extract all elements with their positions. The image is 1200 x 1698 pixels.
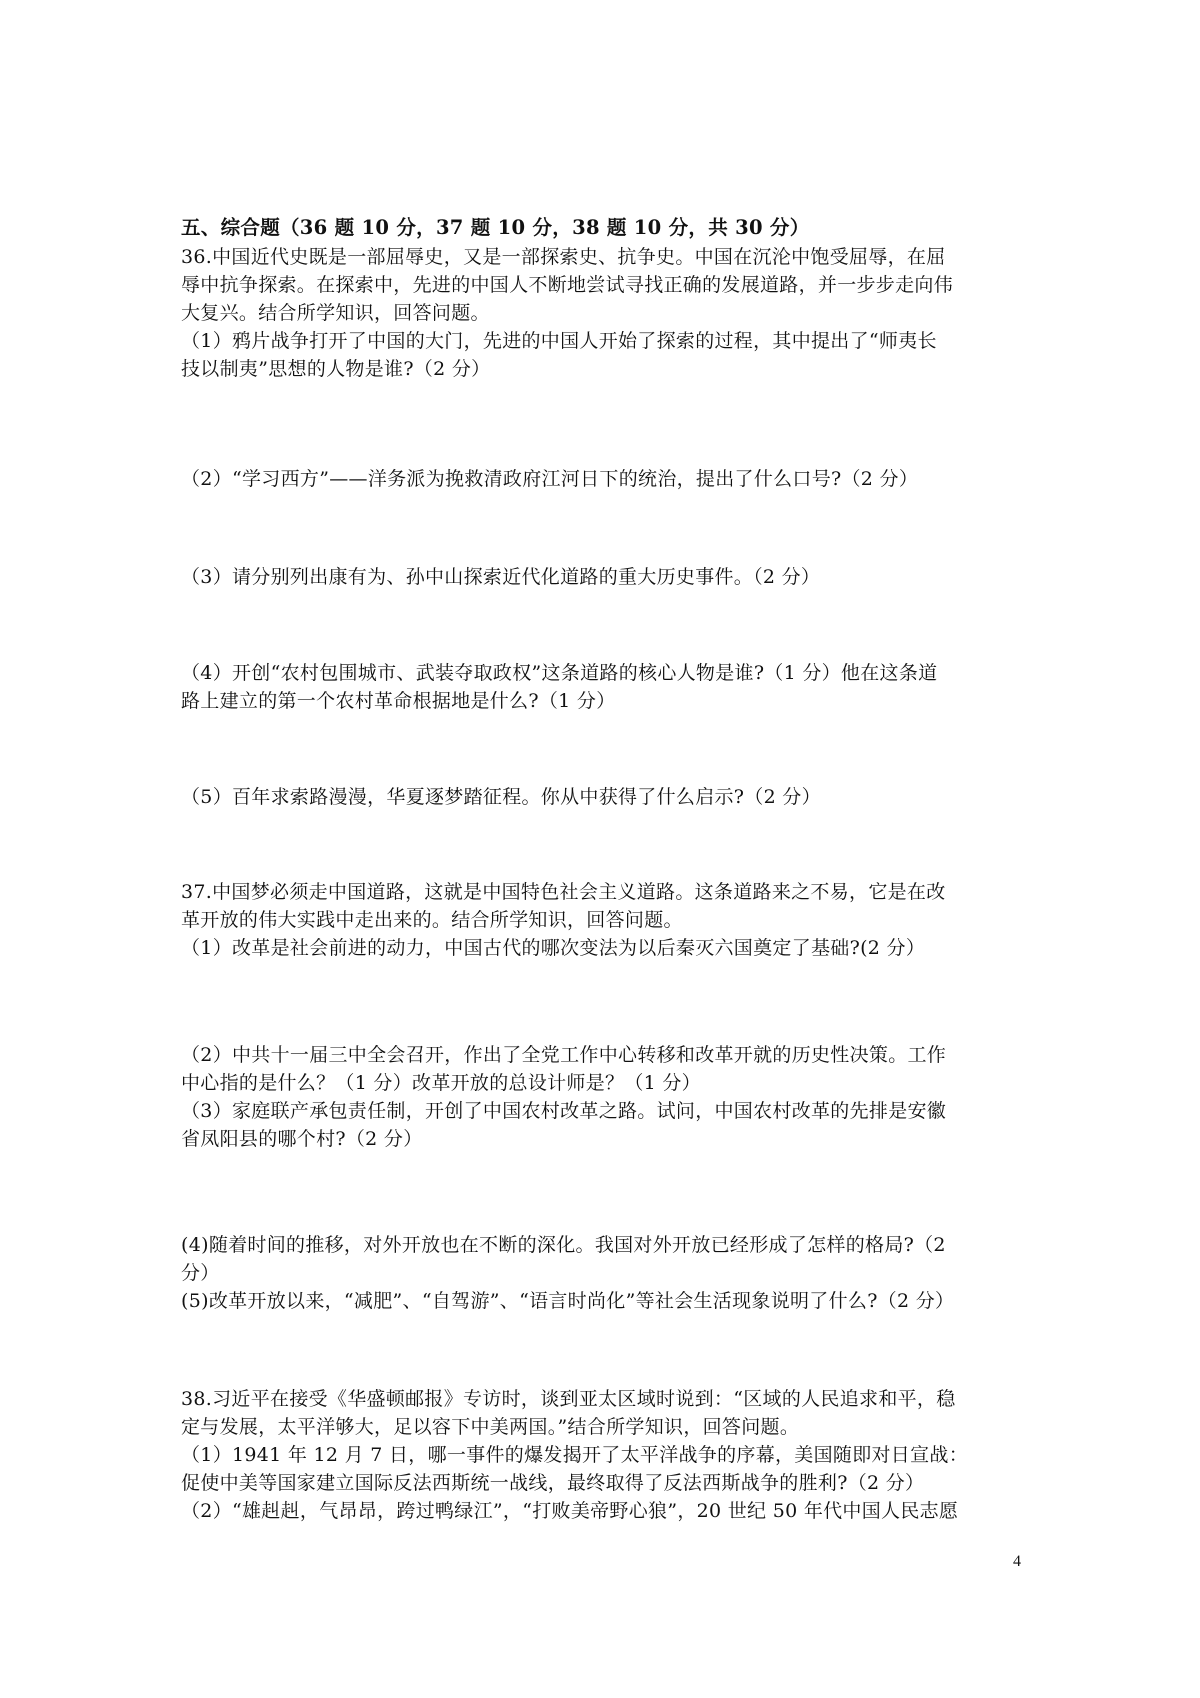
q36-sub5: （5）百年求索路漫漫，华夏逐梦踏征程。你从中获得了什么启示?（2 分） <box>181 786 821 808</box>
q36-sub4-line-2: 路上建立的第一个农村革命根据地是什么?（1 分） <box>181 690 616 712</box>
q36-sub1-line-2: 技以制夷”思想的人物是谁?（2 分） <box>181 358 491 380</box>
q37-sub2-line-2: 中心指的是什么？（1 分）改革开放的总设计师是？（1 分） <box>181 1072 701 1094</box>
q36-stem-line-2: 辱中抗争探索。在探索中，先进的中国人不断地尝试寻找正确的发展道路，并一步步走向伟 <box>181 274 954 296</box>
q38-sub2-line-1: （2）“雄赳赳，气昂昂，跨过鸭绿江”，“打败美帝野心狼”，20 世纪 50 年代中国人民志愿 <box>181 1500 959 1522</box>
q36-stem-line-3: 大复兴。结合所学知识，回答问题。 <box>181 302 490 324</box>
q36-sub3: （3）请分别列出康有为、孙中山探索近代化道路的重大历史事件。（2 分） <box>181 566 821 588</box>
q37-sub1: （1）改革是社会前进的动力，中国古代的哪次变法为以后秦灭六国奠定了基础?(2 分） <box>181 937 926 959</box>
q37-sub5: (5)改革开放以来，“减肥”、“自驾游”、“语言时尚化”等社会生活现象说明了什么?（2 分） <box>181 1290 955 1312</box>
q37-sub3-line-2: 省凤阳县的哪个村?（2 分） <box>181 1128 423 1150</box>
q38-sub1-line-2: 促使中美等国家建立国际反法西斯统一战线，最终取得了反法西斯战争的胜利?（2 分） <box>181 1472 925 1494</box>
q37-stem-line-2: 革开放的伟大实践中走出来的。结合所学知识，回答问题。 <box>181 909 683 931</box>
q37-stem-line-1: 37.中国梦必须走中国道路，这就是中国特色社会主义道路。这条道路来之不易，它是在改 <box>181 881 946 903</box>
q36-sub4-line-1: （4）开创“农村包围城市、武装夺取政权”这条道路的核心人物是谁?（1 分）他在这条道 <box>181 662 938 684</box>
q38-stem-line-2: 定与发展，太平洋够大，足以容下中美两国。”结合所学知识，回答问题。 <box>181 1416 800 1438</box>
q37-sub4-line-1: (4)随着时间的推移，对外开放也在不断的深化。我国对外开放已经形成了怎样的格局?（2 <box>181 1234 946 1256</box>
q37-sub2-line-1: （2）中共十一届三中全会召开，作出了全党工作中心转移和改革开就的历史性决策。工作 <box>181 1044 947 1066</box>
q38-sub1-line-1: （1）1941 年 12 月 7 日，哪一事件的爆发揭开了太平洋战争的序幕，美国随即对日宣战： <box>181 1444 969 1466</box>
q36-stem-line-1: 36.中国近代史既是一部屈辱史，又是一部探索史、抗争史。中国在沉沦中饱受屈辱，在屈 <box>181 246 946 268</box>
q36-sub1-line-1: （1）鸦片战争打开了中国的大门，先进的中国人开始了探索的过程，其中提出了“师夷长 <box>181 330 937 352</box>
q37-sub4-line-2: 分） <box>181 1262 220 1284</box>
q36-sub2: （2）“学习西方”——洋务派为挽救清政府江河日下的统治，提出了什么口号?（2 分） <box>181 468 919 490</box>
q38-stem-line-1: 38.习近平在接受《华盛顿邮报》专访时，谈到亚太区域时说到：“区域的人民追求和平，稳 <box>181 1388 956 1410</box>
q37-sub3-line-1: （3）家庭联产承包责任制，开创了中国农村改革之路。试问，中国农村改革的先排是安徽 <box>181 1100 947 1122</box>
page-number: 4 <box>1013 1553 1021 1570</box>
section-heading: 五、综合题（36 题 10 分，37 题 10 分，38 题 10 分，共 30 分） <box>181 216 810 239</box>
